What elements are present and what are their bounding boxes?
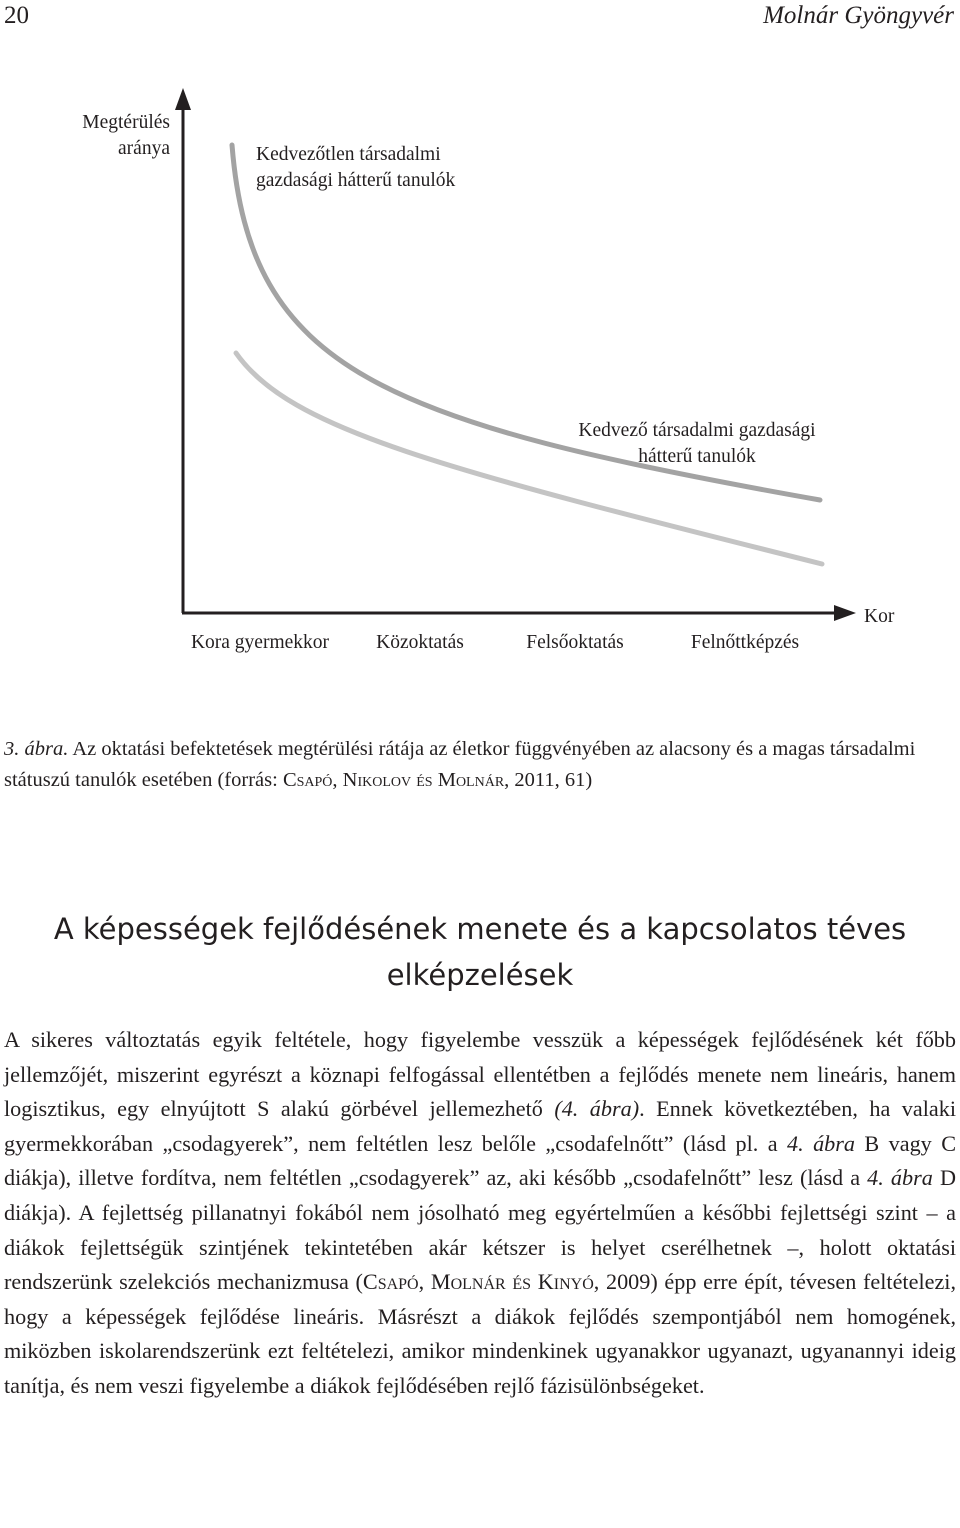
caption-separator: és	[411, 769, 438, 791]
body-text: A sikeres változtatás egyik feltétele, hogy figyelembe vesszük a képességek fejlődésének két főbb jellemzőjét, miszerint egyrészt a köznapi felfogással ellentétben a fejlődés menete nem lineáris, hanem logisztikus, egy elnyújtott S alakú görbével jellemezhető	[4, 1027, 956, 1122]
figure-reference: 4. ábra	[867, 1165, 933, 1191]
x-tick-label: Felsőoktatás	[526, 632, 624, 653]
section-heading-line: A képességek fejlődésének menete és a kapcsolatos téves	[53, 912, 907, 946]
citation-separator: és	[505, 1269, 538, 1295]
caption-author: Molnár	[437, 769, 505, 791]
x-tick-label: Kora gyermekkor	[190, 632, 330, 653]
body-text: B vagy C diákja), illetve fordítva, nem feltétlen „csodagyerek” az, aki később „csodafelnőtt” lesz (lásd a	[4, 1130, 956, 1191]
citation-author: Molnár	[430, 1269, 506, 1295]
caption-author: Csapó	[282, 769, 333, 791]
caption-text: , 2011, 61)	[504, 769, 593, 791]
page-number: 20	[4, 2, 29, 29]
x-tick-label: Felnőttképzés	[690, 632, 800, 653]
caption-author: Nikolov	[342, 769, 412, 791]
x-axis-arrowhead	[834, 605, 856, 621]
figure-caption-label: 3. ábra.	[4, 738, 69, 760]
figure-caption	[4, 734, 958, 796]
series-label-disadvantaged: Kedvezőtlen társadalmi gazdasági hátterű tanulók	[256, 144, 456, 191]
citation-author: Csapó	[362, 1269, 419, 1295]
series-label-advantaged: Kedvező társadalmi gazdasági hátterű tanulók	[578, 420, 816, 467]
figure-reference: (4. ábra)	[554, 1096, 640, 1122]
figure-return-rate-chart	[0, 70, 960, 710]
body-text: D diákja). A fejlettség pillanatnyi fokából nem jósolható meg egyértelműen a későbbi fejlettségi szint – a diákok fejlettségük szintjének tekintetében akár kétszer is helyet cserélhetnek –, holott oktatási rendszerünk szelekciós mechanizmusa (	[4, 1165, 956, 1295]
running-header	[0, 0, 960, 34]
citation-author: Kinyó	[537, 1269, 594, 1295]
body-text: . Ennek következtében, ha valaki gyermekkorában „csodagyerek”, nem feltétlen lesz belőle „csodafelnőtt” (lásd pl. a	[4, 1096, 956, 1156]
caption-text: Az oktatási befektetések megtérülési rátája az életkor függvényében az alacsony és a magas társadalmi státuszú tanulók esetében (forrás:	[4, 738, 916, 791]
y-axis-label: Megtérülés aránya	[82, 112, 170, 159]
figure-reference: 4. ábra	[787, 1130, 855, 1156]
section-heading	[0, 906, 960, 998]
body-paragraph	[4, 1023, 956, 1404]
x-tick-label: Közoktatás	[376, 632, 464, 653]
section-heading-line: elképzelések	[386, 958, 574, 992]
citation-separator: ,	[418, 1269, 431, 1295]
caption-separator: ,	[332, 769, 343, 791]
y-axis-arrowhead	[175, 88, 191, 110]
running-author: Molnár Gyöngyvér	[763, 2, 954, 29]
x-axis-label: Kor	[864, 606, 895, 627]
body-text: , 2009) épp erre épít, tévesen feltételezi, hogy a képességek fejlődése lineáris. Másrészt a diákok fejlődés szempontjából nem homogének, miközben iskolarendszerünk ezt feltételezi, amikor mindenkinek ugyanakkor ugyanazt, ugyanannyi ideig tanítja, és nem veszi figyelembe a diákok fejlődésében rejlő fázisülönbségeket.	[4, 1269, 957, 1398]
